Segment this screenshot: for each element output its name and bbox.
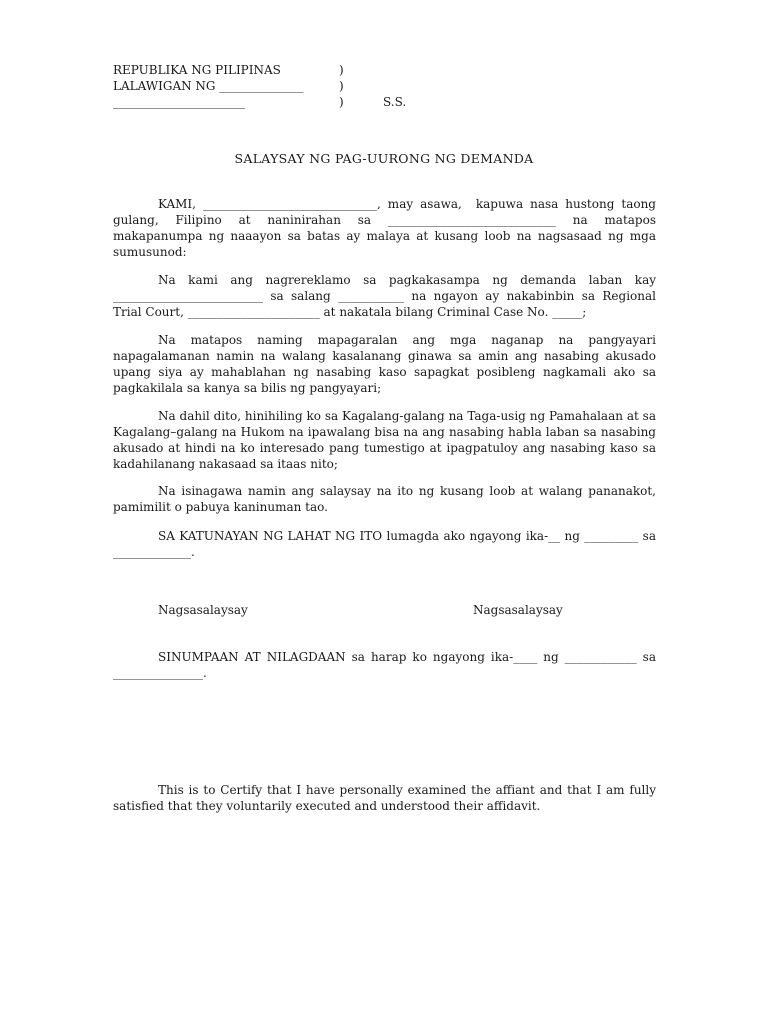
signature-label-right: Nagsasalaysay	[473, 603, 563, 617]
paragraph-katunayan: SA KATUNAYAN NG LAHAT NG ITO lumagda ako ngayong ika-__ ng _________ sa _____________.	[113, 529, 660, 559]
paragraph-kusang-loob: Na isinagawa namin ang salaysay na ito ng kusang loob at walang pananakot, pamimilit o pabuya kaninuman tao.	[113, 484, 660, 514]
header-ss: S.S.	[383, 95, 407, 109]
header-republika: REPUBLIKA NG PILIPINAS	[113, 63, 281, 77]
header-paren-2: )	[339, 79, 344, 93]
paragraph-napagalamanan: Na matapos naming mapagaralan ang mga naganap na pangyayari napagalamanan namin na walang kasalanang ginawa sa amin ang nasabing akusado upang siya ay mahablahan ng nasabing kaso sapagkat posibleng nagkamali ako sa pagkakilala sa kanya sa bilis ng pangyayari;	[113, 333, 660, 395]
paragraph-certification: This is to Certify that I have personally examined the affiant and that I am fully satisfied that they voluntarily executed and understood their affidavit.	[113, 783, 660, 813]
paragraph-hinihiling: Na dahil dito, hinihiling ko sa Kagalang-galang na Taga-usig ng Pamahalaan at sa Kagalang–galang na Hukom na ipawalang bisa na ang nasabing habla laban sa nasabing akusado at hindi na ko interesado pang tumestigo at ipagpatuloy ang nasabing kaso sa kadahilanang nakasaad sa itaas nito;	[113, 409, 660, 471]
header-lalawigan: LALAWIGAN NG ______________	[113, 79, 304, 93]
header-paren-1: )	[339, 63, 344, 77]
paragraph-reklamo: Na kami ang nagrereklamo sa pagkakasampa ng demanda laban kay _________________________ sa salang ___________ na ngayon ay nakabinbin sa Regional Trial Court, ______________________ at nakatala bilang Criminal Case No. _____;	[113, 273, 660, 319]
paragraph-sinumpaan: SINUMPAAN AT NILAGDAAN sa harap ko ngayong ika-____ ng ____________ sa _______________.	[113, 650, 660, 680]
document-title: SALAYSAY NG PAG-UURONG NG DEMANDA	[234, 151, 534, 166]
signature-label-left: Nagsasalaysay	[158, 603, 248, 617]
paragraph-kami: KAMI, _____________________________, may asawa, kapuwa nasa hustong taong gulang, Filipino at naninirahan sa ____________________________ na matapos makapanumpa ng naaayon sa batas ay malaya at kusang loob na nagsasaad ng mga sumusunod:	[113, 197, 660, 259]
header-paren-3: )	[339, 95, 344, 109]
header-blank-line: ______________________	[113, 95, 245, 109]
